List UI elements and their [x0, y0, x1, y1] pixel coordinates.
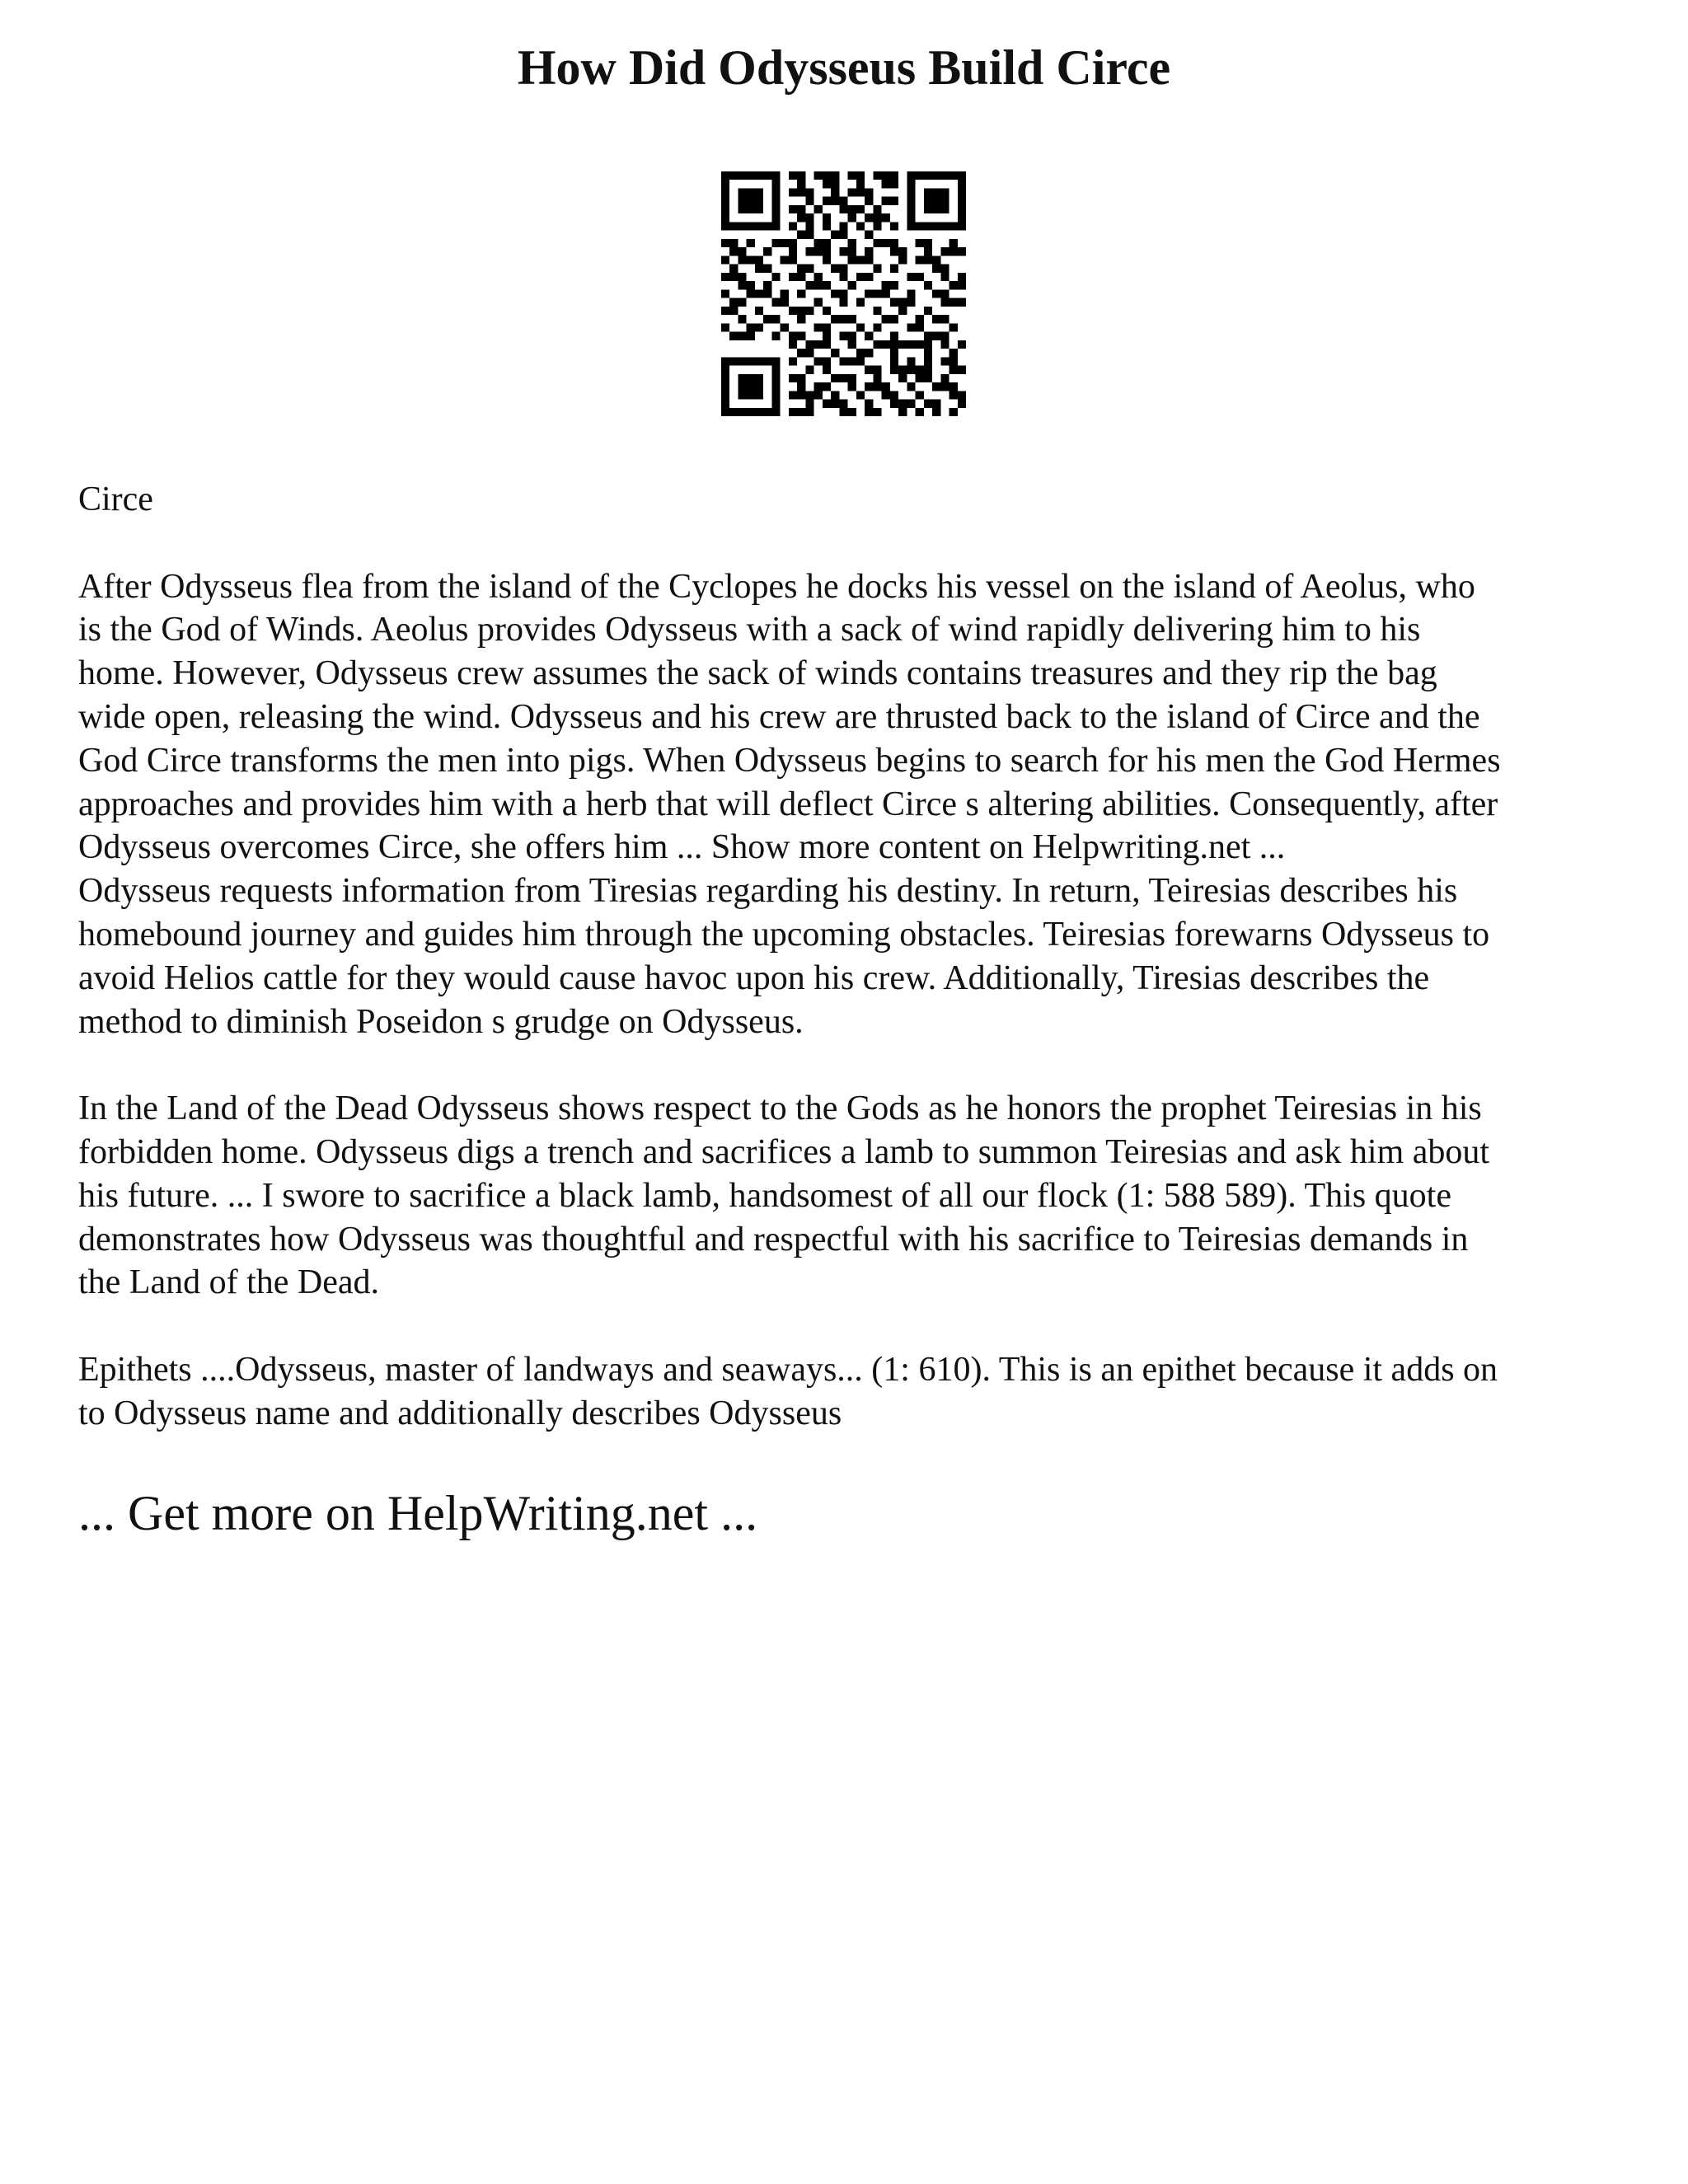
text-line: method to diminish Poseidon s grudge on Odysseus. — [78, 1002, 804, 1041]
text-line: homebound journey and guides him through the upcoming obstacles. Teiresias forewarns Odysseus to — [78, 915, 1490, 954]
text-line: God Circe transforms the men into pigs. When Odysseus begins to search for his men the God Hermes — [78, 741, 1501, 780]
paragraph-gap — [78, 1305, 1628, 1348]
document-body — [78, 478, 1628, 1436]
paragraph-gap — [78, 1043, 1628, 1087]
text-line: the Land of the Dead. — [78, 1263, 380, 1302]
document-title: How Did Odysseus Build Circe — [517, 40, 1171, 95]
qr-code — [721, 171, 966, 416]
text-line: Odysseus requests information from Tiresias regarding his destiny. In return, Teiresias describes his — [78, 872, 1458, 911]
text-line: is the God of Winds. Aeolus provides Odysseus with a sack of wind rapidly delivering him to his — [78, 611, 1421, 649]
text-line: wide open, releasing the wind. Odysseus and his crew are thrusted back to the island of Circe and the — [78, 697, 1480, 736]
paragraph-gap — [78, 522, 1628, 565]
text-line: Odysseus overcomes Circe, she offers him ... Show more content on Helpwriting.net ... — [78, 828, 1286, 867]
qr-code-icon — [721, 171, 966, 416]
text-line: home. However, Odysseus crew assumes the sack of winds contains treasures and they rip the bag — [78, 654, 1437, 693]
text-line: Epithets ....Odysseus, master of landways and seaways... (1: 610). This is an epithet because it adds on — [78, 1350, 1498, 1389]
text-line: to Odysseus name and additionally describes Odysseus — [78, 1394, 842, 1432]
text-line: forbidden home. Odysseus digs a trench and sacrifices a lamb to summon Teiresias and ask him about — [78, 1132, 1490, 1171]
text-line: In the Land of the Dead Odysseus shows respect to the Gods as he honors the prophet Teiresias in his — [78, 1090, 1482, 1128]
text-line: avoid Helios cattle for they would cause havoc upon his crew. Additionally, Tiresias describes the — [78, 958, 1430, 997]
text-line: After Odysseus flea from the island of the Cyclopes he docks his vessel on the island of Aeolus, who — [78, 567, 1475, 606]
text-line: his future. ... I swore to sacrifice a black lamb, handsomest of all our flock (1: 588 589). This quote — [78, 1176, 1451, 1215]
get-more-link[interactable]: ... Get more on HelpWriting.net ... — [78, 1486, 758, 1540]
text-line: approaches and provides him with a herb that will deflect Circe s altering abilities. Consequently, after — [78, 785, 1498, 823]
text-line: demonstrates how Odysseus was thoughtful and respectful with his sacrifice to Teiresias demands in — [78, 1220, 1469, 1258]
section-heading: Circe — [78, 480, 153, 518]
